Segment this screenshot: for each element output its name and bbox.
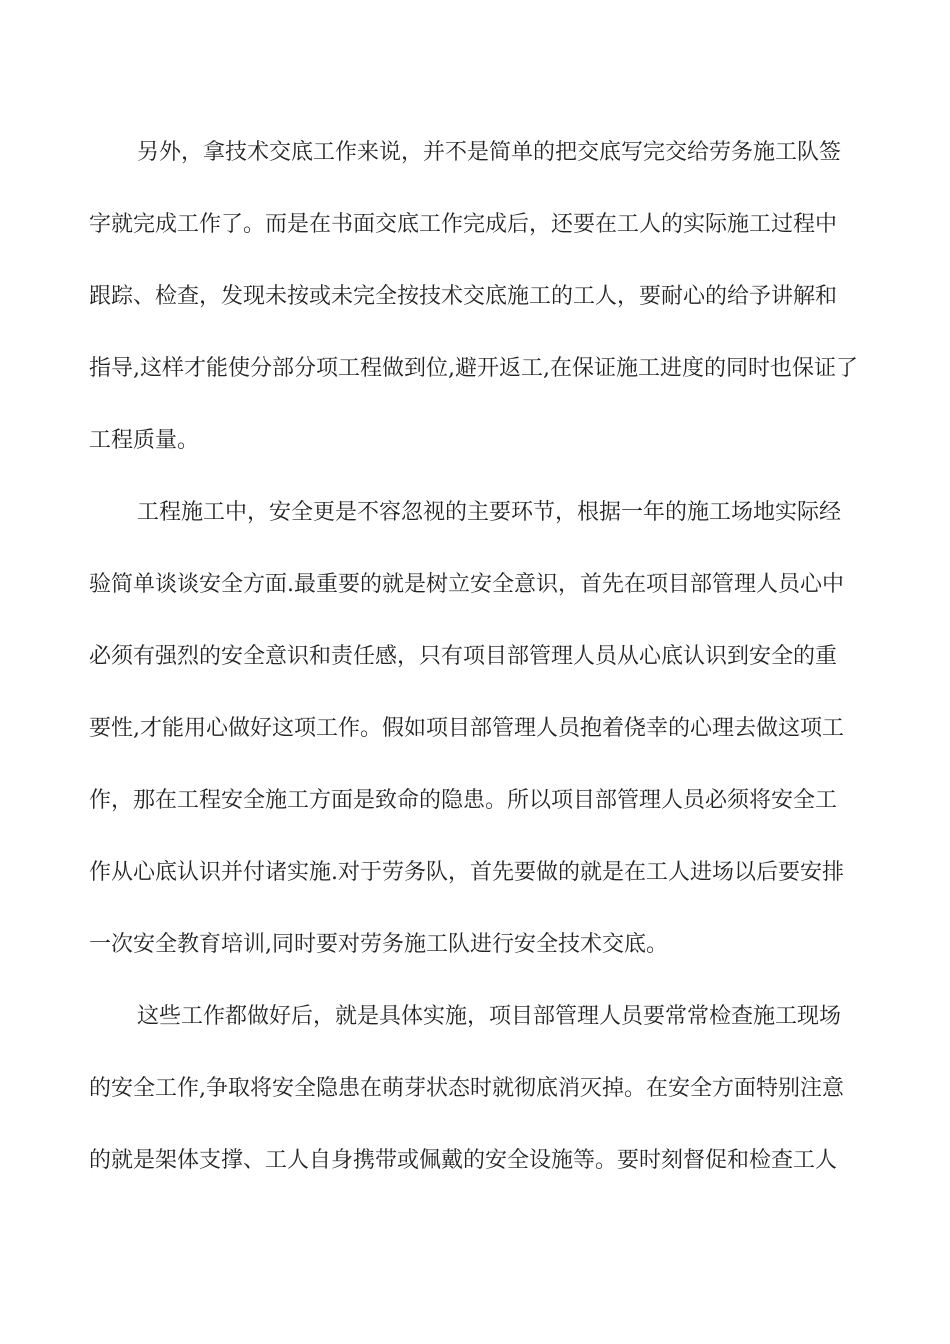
paragraph-2-line-3: 必须有强烈的安全意识和责任感，只有项目部管理人员从心底认识到安全的重 <box>89 644 838 669</box>
paragraph-1-line-4: 指导,这样才能使分部分项工程做到位,避开返工,在保证施工进度的同时也保证了 <box>89 356 858 381</box>
paragraph-1-line-2: 字就完成工作了。而是在书面交底工作完成后，还要在工人的实际施工过程中 <box>89 212 838 237</box>
paragraph-1-line-3: 跟踪、检查，发现未按或未完全按技术交底施工的工人，要耐心的给予讲解和 <box>89 284 838 309</box>
paragraph-2-line-5: 作，那在工程安全施工方面是致命的隐患。所以项目部管理人员必须将安全工 <box>89 788 838 813</box>
paragraph-2-line-4: 要性,才能用心做好这项工作。假如项目部管理人员抱着侥幸的心理去做这项工 <box>89 716 844 741</box>
paragraph-3-line-1: 这些工作都做好后，就是具体实施，项目部管理人员要常常检查施工现场 <box>137 1004 842 1029</box>
paragraph-1-line-5: 工程质量。 <box>89 428 200 453</box>
paragraph-1-line-1: 另外，拿技术交底工作来说，并不是简单的把交底写完交给劳务施工队签 <box>137 140 842 165</box>
paragraph-2-line-2: 验简单谈谈安全方面.最重要的就是树立安全意识，首先在项目部管理人员心中 <box>89 572 844 597</box>
paragraph-2-line-1: 工程施工中，安全更是不容忽视的主要环节，根据一年的施工场地实际经 <box>137 500 842 525</box>
paragraph-2-line-6: 作从心底认识并付诸实施.对于劳务队，首先要做的就是在工人进场以后要安排 <box>89 860 844 885</box>
paragraph-3-line-2: 的安全工作,争取将安全隐患在萌芽状态时就彻底消灭掉。在安全方面特别注意 <box>89 1076 844 1101</box>
paragraph-2-line-7: 一次安全教育培训,同时要对劳务施工队进行安全技术交底。 <box>89 932 668 957</box>
paragraph-3-line-3: 的就是架体支撑、工人自身携带或佩戴的安全设施等。要时刻督促和检查工人 <box>89 1148 838 1173</box>
